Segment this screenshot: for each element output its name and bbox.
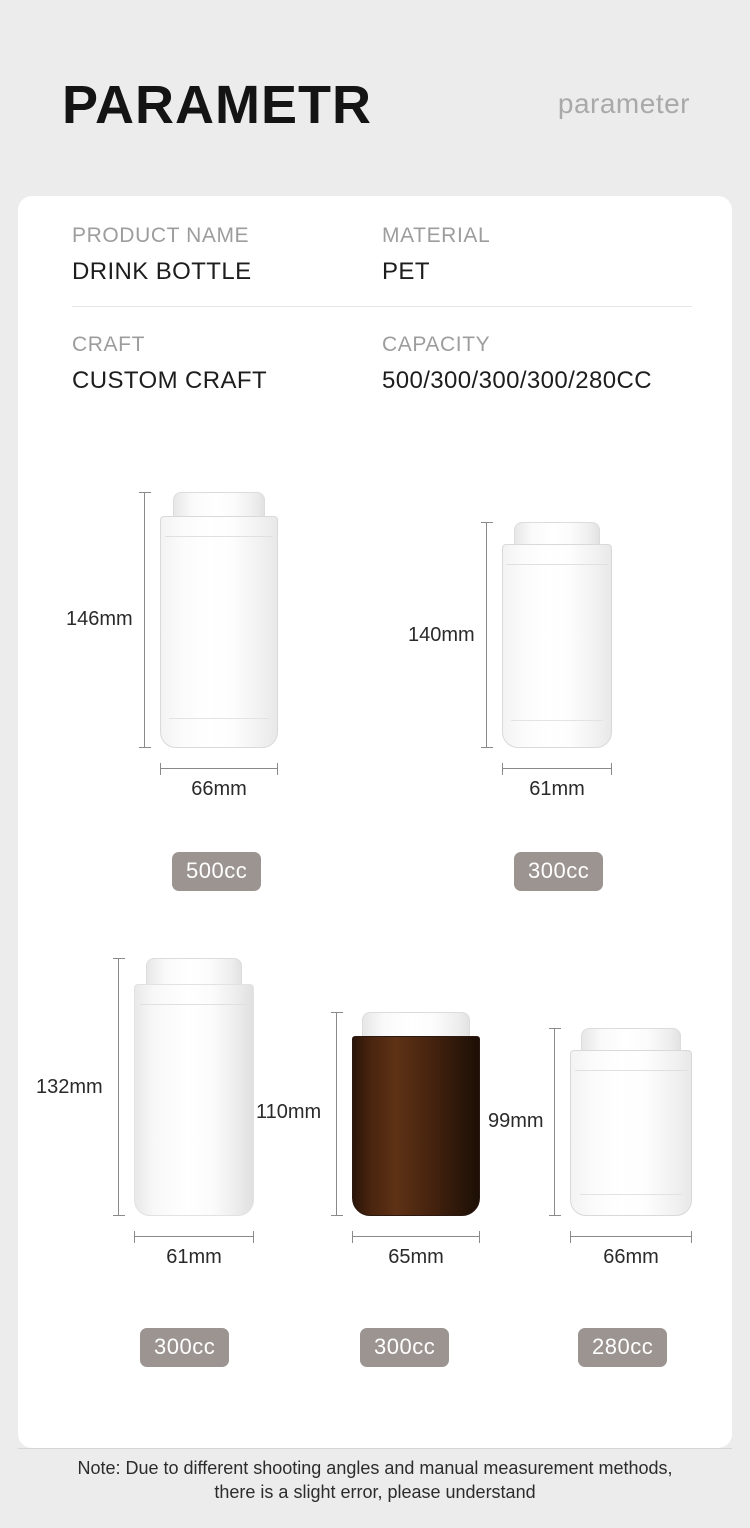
product-item — [488, 958, 732, 1388]
bottle-body — [570, 1050, 692, 1216]
bottle-300cc-white — [134, 958, 254, 1216]
bottle-neck-line — [139, 1004, 249, 1005]
capacity-badge: 300cc — [514, 852, 603, 891]
spec-value: CUSTOM CRAFT — [72, 367, 268, 394]
bottle-neck-line — [506, 564, 607, 565]
height-dimension-line — [336, 1012, 337, 1216]
spec-label: MATERIAL — [382, 224, 491, 247]
height-dimension-label: 140mm — [408, 624, 475, 646]
height-dimension-label: 99mm — [488, 1110, 544, 1132]
note-divider — [18, 1448, 732, 1449]
width-dimension-line — [352, 1236, 480, 1237]
bottle-280cc — [570, 1028, 692, 1216]
bottle-neck-line — [165, 536, 274, 537]
product-item — [258, 958, 518, 1388]
page-header — [0, 0, 750, 190]
width-dimension-label: 66mm — [603, 1246, 659, 1268]
width-dimension-line — [570, 1236, 692, 1237]
width-dimension-line — [502, 768, 612, 769]
capacity-badge: 500cc — [172, 852, 261, 891]
spec-row — [72, 307, 692, 395]
capacity-badge: 300cc — [140, 1328, 229, 1367]
spec-label: CRAFT — [72, 333, 145, 356]
width-dimension-label: 61mm — [529, 778, 585, 800]
bottle-body — [160, 516, 278, 748]
bottle-body — [134, 984, 254, 1216]
bottle-illustration — [28, 958, 288, 1388]
width-dimension-label: 65mm — [388, 1246, 444, 1268]
bottle-bottom-line — [580, 1194, 682, 1195]
width-dimension-line — [134, 1236, 254, 1237]
parameter-card — [18, 196, 732, 1448]
height-dimension-label: 146mm — [66, 608, 133, 630]
spec-table — [72, 224, 692, 395]
note-text: Note: Due to different shooting angles and manual measurement methods, there is a slight error, please understand — [77, 1458, 673, 1503]
product-gallery — [18, 466, 732, 1426]
product-item — [58, 466, 358, 886]
product-item — [28, 958, 288, 1388]
spec-label: CAPACITY — [382, 333, 491, 356]
bottle-bottom-line — [511, 720, 603, 721]
page-title: PARAMETR — [62, 75, 372, 135]
width-dimension-label: 61mm — [166, 1246, 222, 1268]
bottle-illustration — [58, 466, 358, 886]
bottle-300cc-tall — [502, 522, 612, 748]
height-dimension-line — [118, 958, 119, 1216]
bottle-body — [352, 1036, 480, 1216]
width-dimension-label: 66mm — [191, 778, 247, 800]
spec-cell-capacity — [382, 333, 692, 395]
height-dimension-line — [486, 522, 487, 748]
capacity-badge: 280cc — [578, 1328, 667, 1367]
spec-label: PRODUCT NAME — [72, 224, 250, 247]
bottle-300cc-amber — [352, 1012, 480, 1216]
bottle-illustration — [258, 958, 518, 1388]
page-subtitle: parameter — [557, 88, 690, 119]
bottle-illustration — [488, 958, 732, 1388]
spec-value: 500/300/300/300/280CC — [382, 367, 652, 394]
height-dimension-line — [144, 492, 145, 748]
height-dimension-label: 110mm — [256, 1101, 322, 1123]
spec-value: DRINK BOTTLE — [72, 258, 252, 285]
bottle-bottom-line — [169, 718, 268, 719]
product-item — [404, 466, 704, 886]
spec-cell-product-name — [72, 224, 382, 286]
spec-cell-material — [382, 224, 692, 286]
bottle-illustration — [404, 466, 704, 886]
spec-value: PET — [382, 258, 430, 285]
spec-row — [72, 224, 692, 307]
height-dimension-line — [554, 1028, 555, 1216]
bottle-body — [502, 544, 612, 748]
height-dimension-label: 132mm — [36, 1076, 103, 1098]
width-dimension-line — [160, 768, 278, 769]
spec-cell-craft — [72, 333, 382, 395]
capacity-badge: 300cc — [360, 1328, 449, 1367]
bottle-500cc — [160, 492, 278, 748]
bottle-neck-line — [575, 1070, 687, 1071]
